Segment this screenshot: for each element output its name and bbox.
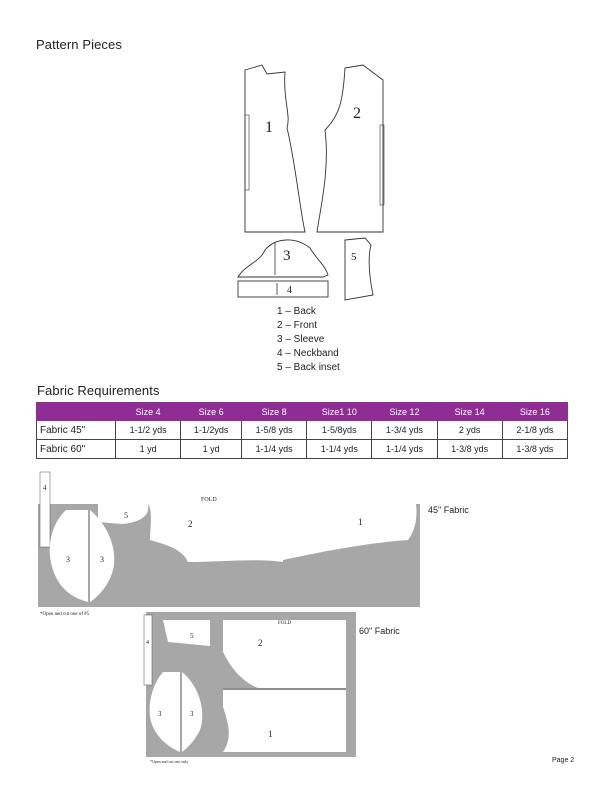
layout45-piece-number: 3 bbox=[66, 555, 70, 564]
piece-back-inset-outline bbox=[345, 238, 373, 300]
layout60-note: *Open and cut one only bbox=[150, 759, 189, 764]
legend-item: 2 – Front bbox=[277, 320, 318, 331]
layout60-neckband bbox=[144, 615, 152, 685]
fabric-requirements-heading: Fabric Requirements bbox=[37, 383, 160, 398]
piece-1-number: 1 bbox=[265, 119, 273, 136]
layout60-back-inset bbox=[163, 620, 210, 646]
table-cell: 1 yd bbox=[116, 440, 181, 459]
layout-45-label: 45" Fabric bbox=[428, 505, 469, 515]
table-row-label: Fabric 60" bbox=[37, 440, 116, 459]
table-header-cell: Size1 10 bbox=[307, 403, 372, 421]
piece-front-outline bbox=[317, 65, 383, 232]
legend-item: 3 – Sleeve bbox=[277, 334, 325, 345]
table-cell: 1-3/4 yds bbox=[372, 421, 437, 440]
table-header-cell: Size 14 bbox=[437, 403, 502, 421]
table-header-row bbox=[37, 403, 568, 421]
legend-item: 5 – Back inset bbox=[277, 362, 340, 373]
legend-item: 1 – Back bbox=[277, 306, 316, 317]
layout60-piece-number: 3 bbox=[158, 710, 162, 718]
table-cell: 1 yd bbox=[181, 440, 242, 459]
legend-item: 4 – Neckband bbox=[277, 348, 339, 359]
table-cell: 1-1/2yds bbox=[181, 421, 242, 440]
cutting-layout-45 bbox=[38, 470, 428, 620]
layout-60-label: 60" Fabric bbox=[359, 626, 400, 636]
piece-neckband-outline bbox=[238, 281, 328, 297]
table-cell: 1-1/4 yds bbox=[372, 440, 437, 459]
cutting-layout-60 bbox=[138, 612, 358, 767]
table-cell: 1-3/8 yds bbox=[502, 440, 567, 459]
layout60-piece-number: 2 bbox=[258, 638, 263, 648]
pattern-legend bbox=[277, 305, 340, 375]
table-cell: 1-5/8 yds bbox=[242, 421, 307, 440]
table-header-cell: Size 6 bbox=[181, 403, 242, 421]
layout45-piece-number: 1 bbox=[358, 517, 363, 527]
table-row-label: Fabric 45" bbox=[37, 421, 116, 440]
table-cell: 1-1/4 yds bbox=[242, 440, 307, 459]
layout45-piece-number: 4 bbox=[43, 484, 47, 492]
layout60-piece-number: 3 bbox=[190, 710, 194, 718]
layout60-piece-number: 1 bbox=[268, 729, 273, 739]
layout60-piece-number: 4 bbox=[146, 640, 149, 646]
layout60-back bbox=[223, 690, 346, 752]
table-cell: 1-1/2 yds bbox=[116, 421, 181, 440]
layout45-piece-number: 5 bbox=[124, 511, 128, 520]
table-cell: 1-1/4 yds bbox=[307, 440, 372, 459]
piece-5-number: 5 bbox=[351, 251, 357, 263]
table-cell: 2-1/8 yds bbox=[502, 421, 567, 440]
table-header-cell: Size 16 bbox=[502, 403, 567, 421]
table-row bbox=[37, 421, 568, 440]
layout45-fold-label: FOLD bbox=[201, 497, 217, 503]
pattern-pieces-diagram bbox=[225, 60, 400, 305]
table-cell: 2 yds bbox=[437, 421, 502, 440]
table-header-cell: Size 8 bbox=[242, 403, 307, 421]
piece-4-number: 4 bbox=[287, 285, 292, 296]
layout45-note: *Open and cut one of #5 bbox=[40, 612, 90, 617]
piece-2-number: 2 bbox=[353, 105, 361, 122]
layout60-piece-number: 5 bbox=[190, 632, 194, 640]
layout60-fold-label: FOLD bbox=[278, 621, 292, 626]
piece-back-outline bbox=[245, 65, 305, 232]
table-cell: 1-3/8 yds bbox=[437, 440, 502, 459]
table-row bbox=[37, 440, 568, 459]
piece-3-number: 3 bbox=[283, 248, 291, 264]
table-header-cell: Size 12 bbox=[372, 403, 437, 421]
layout45-piece-number: 2 bbox=[188, 519, 193, 529]
table-header-blank bbox=[37, 403, 116, 421]
pattern-pieces-heading: Pattern Pieces bbox=[36, 37, 122, 52]
fabric-requirements-table bbox=[36, 402, 568, 459]
table-cell: 1-5/8yds bbox=[307, 421, 372, 440]
page-number: Page 2 bbox=[552, 757, 575, 764]
layout45-piece-number: 3 bbox=[100, 555, 104, 564]
table-header-cell: Size 4 bbox=[116, 403, 181, 421]
